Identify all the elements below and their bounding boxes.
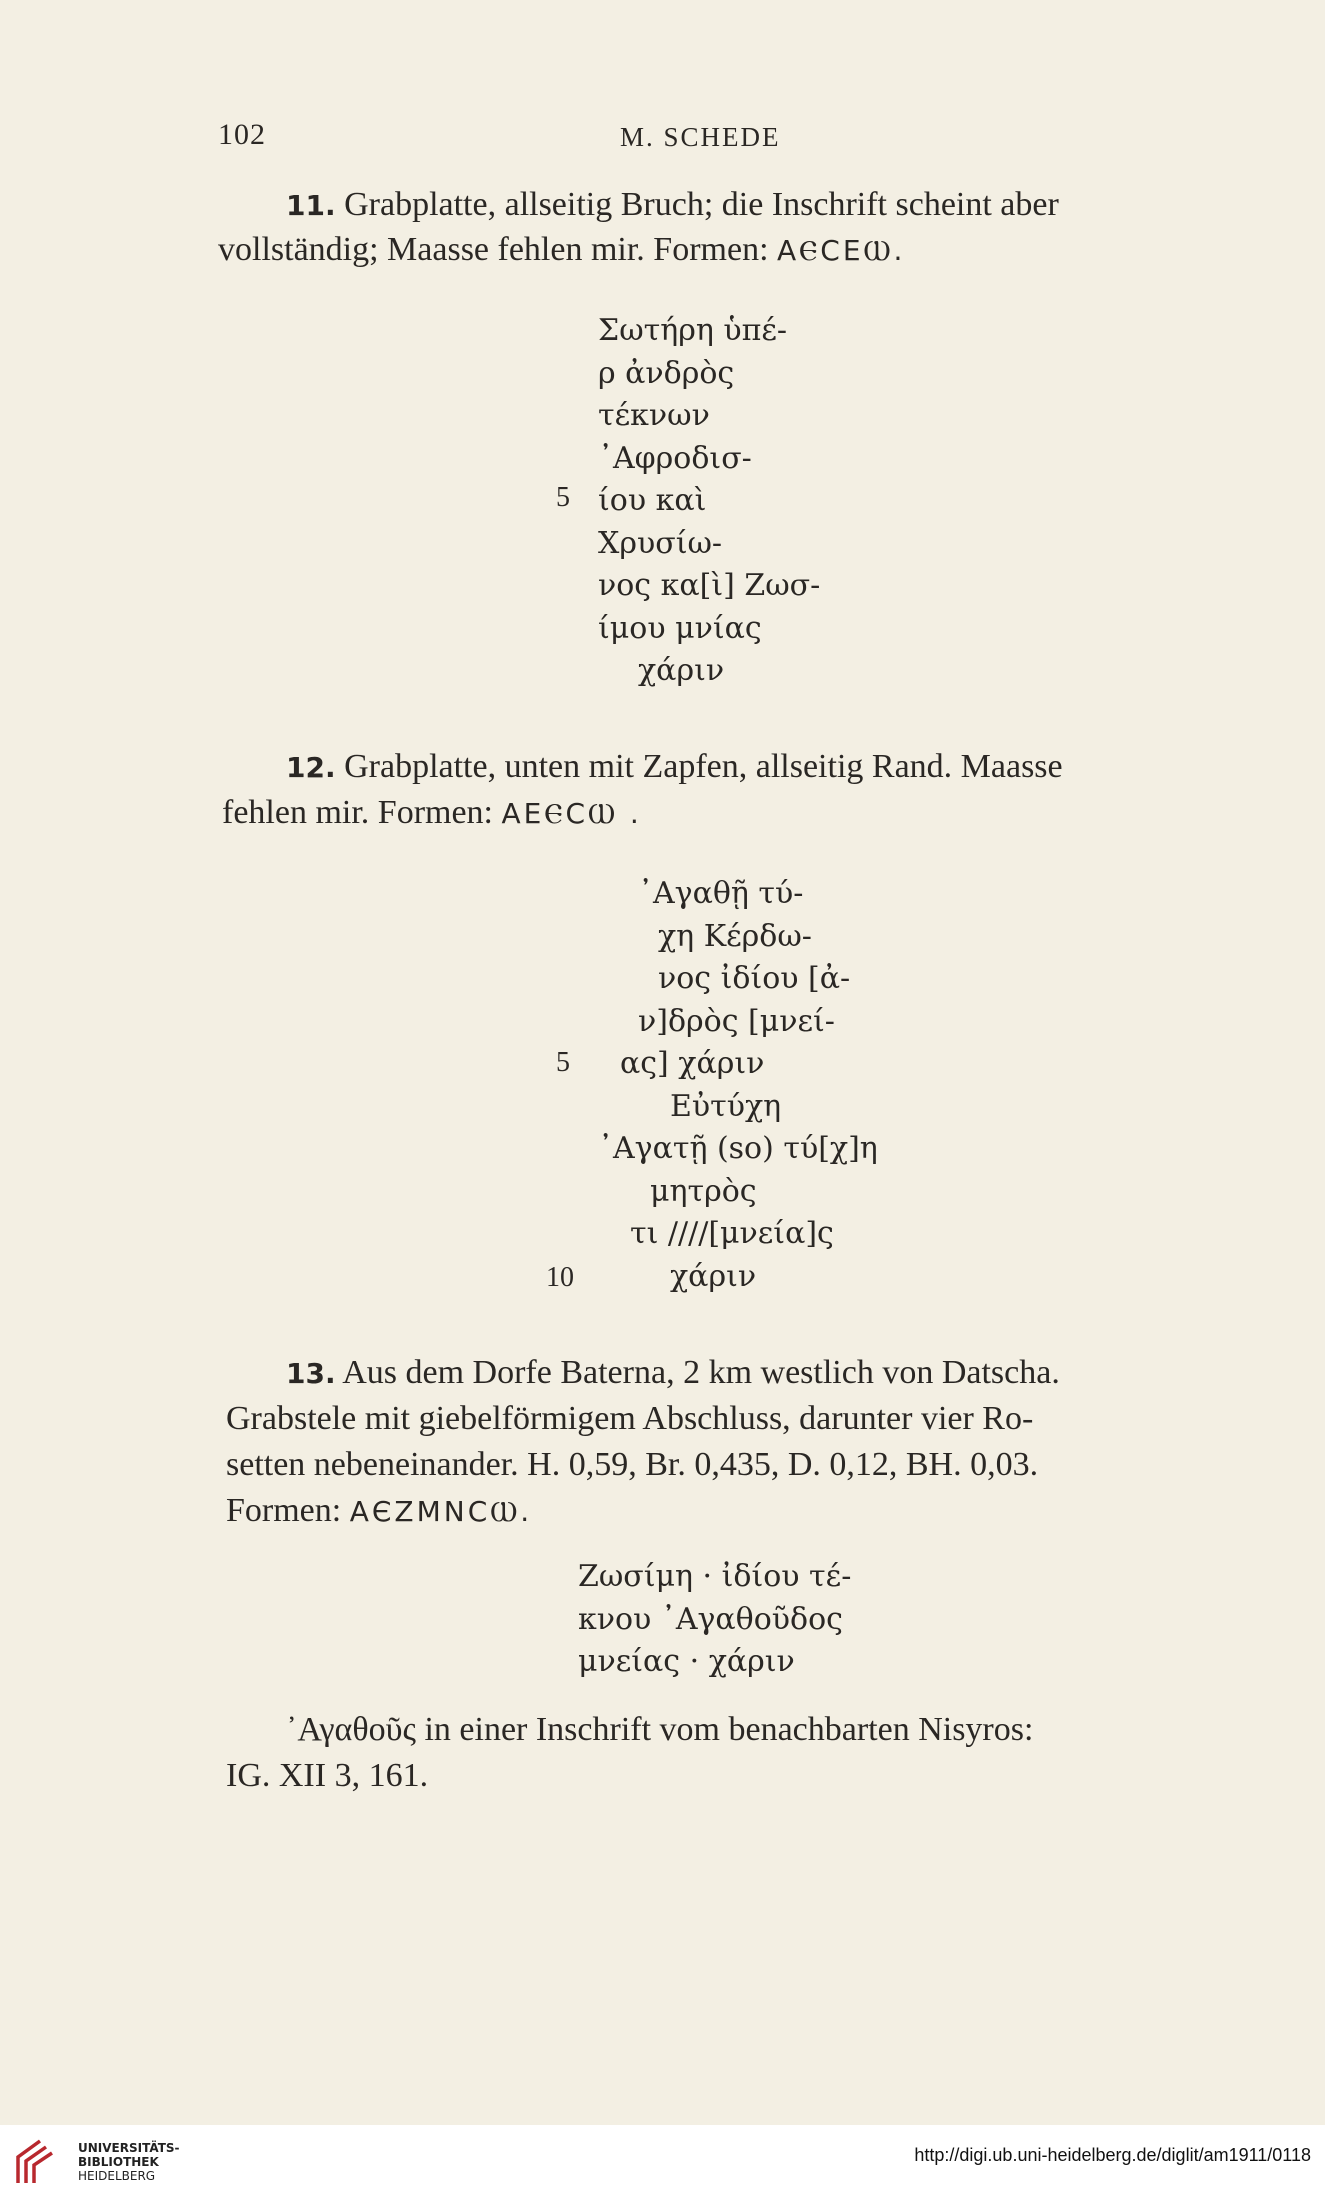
entry-text: Grabplatte, unten mit Zapfen, allseitig Rand. Maasse xyxy=(344,748,1063,785)
inscription-line: ας] χάριν xyxy=(620,1046,765,1081)
inscription-line: μνείας · χάριν xyxy=(578,1644,795,1679)
inscription-line: χάριν xyxy=(670,1258,757,1294)
entry-13-line-3: setten nebeneinander. H. 0,59, Br. 0,435, D. 0,12, BH. 0,03. xyxy=(226,1446,1039,1483)
entry-11-line-1 xyxy=(286,181,1059,230)
entry-number: 11. xyxy=(286,189,336,222)
inscription-line: ᾿Αφροδισ- xyxy=(598,440,752,476)
entry-13-line-1 xyxy=(286,1349,1060,1398)
inscription-line: χάριν xyxy=(638,653,725,688)
inscription-line: νος ἰδίου [ἀ- xyxy=(658,961,851,996)
library-name-line: UNIVERSITÄTS- xyxy=(78,2141,180,2155)
inscription-line: τι ////[μνεία]ς xyxy=(630,1216,834,1251)
line-number: 5 xyxy=(556,1047,570,1078)
entry-text: Aus dem Dorfe Baterna, 2 km westlich von Datscha. xyxy=(342,1354,1060,1391)
letter-forms: ΑЄΖΜΝCⲰ. xyxy=(349,1495,533,1528)
source-url-link[interactable]: http://digi.ub.uni-heidelberg.de/diglit/am1911/0118 xyxy=(914,2145,1311,2165)
library-logo-icon xyxy=(12,2137,64,2189)
inscription-line: ᾿Αγαθῇ τύ- xyxy=(638,876,804,911)
entry-text: fehlen mir. Formen: xyxy=(222,794,494,831)
inscription-line: τέκνων xyxy=(598,398,710,433)
inscription-11 xyxy=(598,310,820,693)
entry-12-line-2 xyxy=(222,789,642,838)
inscription-line: Εὐτύχη xyxy=(670,1088,782,1124)
entry-number: 12. xyxy=(286,751,336,784)
inscription-line: κνου ᾿Αγαθοῦδος xyxy=(578,1601,843,1637)
letter-forms: AⲈCEⲰ. xyxy=(777,234,906,267)
library-name xyxy=(78,2141,180,2183)
inscription-line: Χρυσίω- xyxy=(598,525,723,561)
entry-12-line-1 xyxy=(286,743,1063,792)
inscription-line: ίου καὶ xyxy=(598,483,707,518)
inscription-line: Σωτήρη ὑπέ- xyxy=(598,313,788,348)
inscription-line: χη Κέρδω- xyxy=(658,918,812,954)
entry-11-line-2 xyxy=(218,226,905,275)
entry-text: Grabplatte, allseitig Bruch; die Inschrift scheint aber xyxy=(344,186,1059,223)
inscription-line: Ζωσίμη · ἰδίου τέ- xyxy=(578,1559,852,1594)
running-head-author: M. SCHEDE xyxy=(620,122,781,152)
inscription-13 xyxy=(578,1556,851,1684)
library-name-line: HEIDELBERG xyxy=(78,2169,156,2183)
entry-number: 13. xyxy=(286,1357,336,1390)
note-line-2: IG. XII 3, 161. xyxy=(226,1757,429,1794)
inscription-line: ίμου μνίας xyxy=(598,610,762,646)
inscription-line: μητρὸς xyxy=(650,1173,757,1209)
entry-text: Formen: xyxy=(226,1492,342,1529)
inscription-line: νος κα[ὶ] Ζωσ- xyxy=(598,568,821,603)
note-line-1: ᾿Αγαθοῦς in einer Inschrift vom benachbarten Nisyros: xyxy=(286,1711,1034,1748)
entry-text: vollständig; Maasse fehlen mir. Formen: xyxy=(218,231,769,268)
line-number: 10 xyxy=(546,1262,574,1293)
line-number: 5 xyxy=(556,482,570,513)
page-number: 102 xyxy=(218,118,266,151)
inscription-line: ν]δρὸς [μνεί- xyxy=(638,1003,835,1039)
library-name-line: BIBLIOTHEK xyxy=(78,2155,159,2169)
inscription-line: ρ ἀνδρὸς xyxy=(598,355,735,391)
inscription-12 xyxy=(598,873,878,1298)
letter-forms: ΑΕⲈCⲰ . xyxy=(501,797,642,830)
entry-13-line-2: Grabstele mit giebelförmigem Abschluss, darunter vier Ro- xyxy=(226,1400,1034,1437)
entry-13-line-4 xyxy=(226,1487,532,1536)
inscription-line: ᾿Αγατῇ (so) τύ[χ]η xyxy=(598,1131,878,1166)
